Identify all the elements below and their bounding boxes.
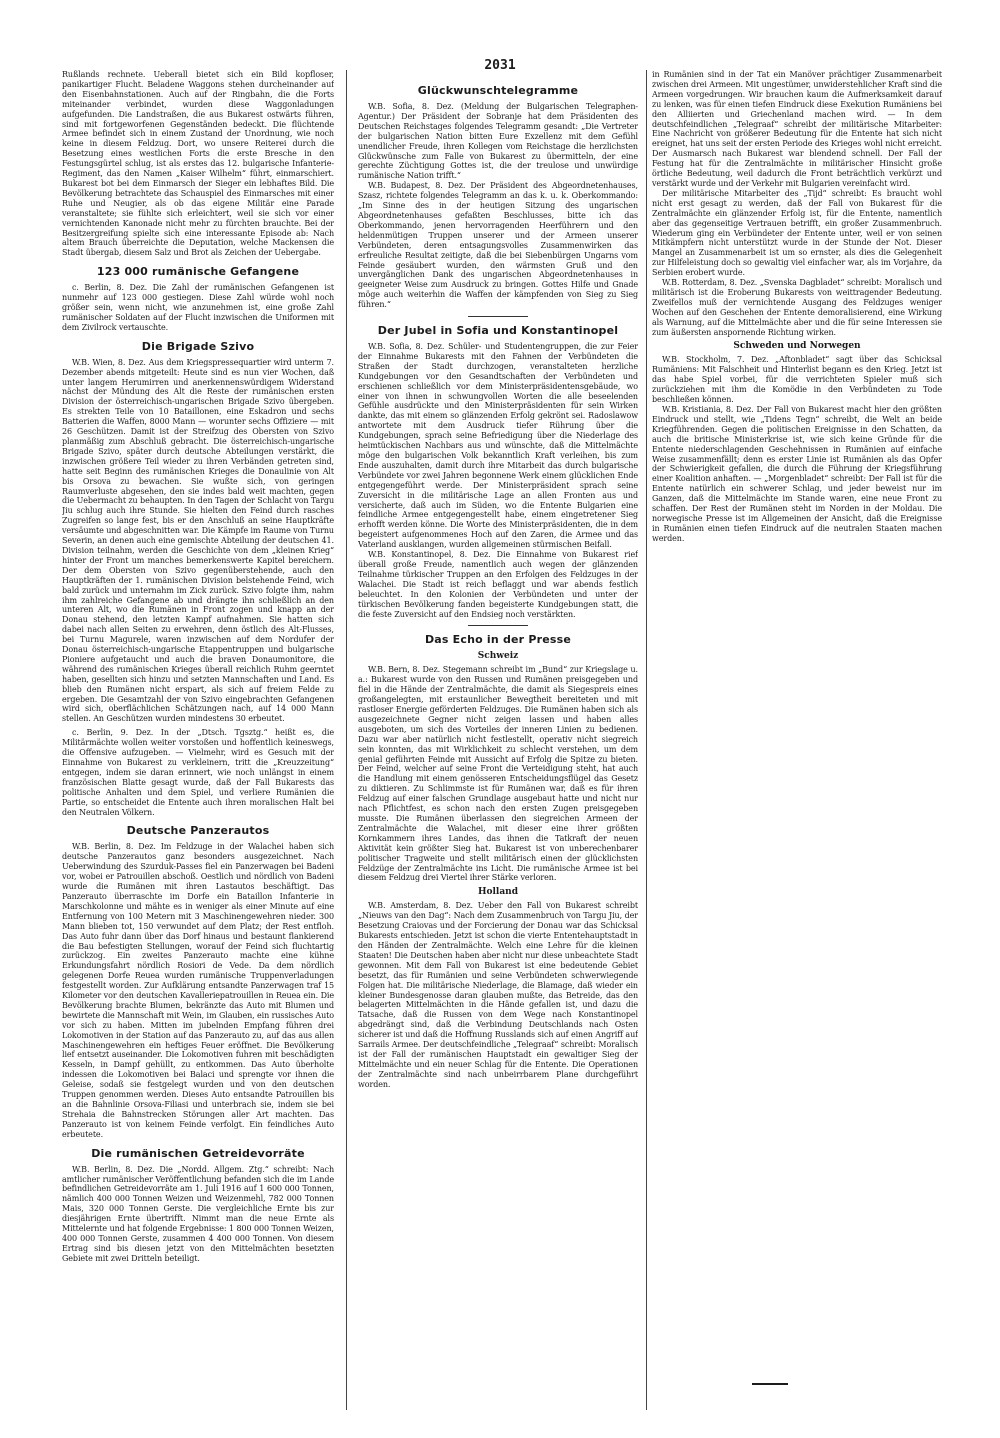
- article-tijd: Der militärische Mitarbeiter des „Tijd“ schreibt: Es braucht wohl nicht erst gesagt zu werden, daß der Fall von Bukarest für die Zentralmächte ein glänzender Erfolg ist, für die Entente, namentlich aber das gegenseitige Vertrauen betrifft, ein großer Zusammenbruch. Wiederum ging ein Verbündeter der Entente unter, weil er von seinen Mitkämpfern nicht unterstützt wurde in der Stunde der Not. Dieser Mangel an Zusammenarbeit ist um so ernster, als dies die Gelegenheit zur Hilfeleistung doch so gewaltig viel einfacher war, als im Vorjahre, da Serbien erobert wurde.: [652, 188, 942, 278]
- subhead-schweden-norwegen: Schweden und Norwegen: [733, 341, 861, 352]
- headline-gefangene: 123 000 rumänische Gefangene: [96, 265, 300, 279]
- column-2: [358, 70, 638, 1430]
- article-kristiania: W.B. Kristiania, 8. Dez. Der Fall von Bukarest macht hier den größten Eindruck und stellt, wie „Tidens Tegn“ schreibt, die Welt an beide Kriegführenden. Gegen die politischen Ereignisse in den Schatten, da auch die britische Ministerkrise ist, wie sich keine Gründe für die Entente niederschlagenden Geschehnissen in Rumänien auf einfache Weise zusammenfällt; denn es erster Linie ist Rumänien als das Opfer der Schwierigkeit gefallen, die durch die Führung der Kriegsführung einer Koalition anhaften. — „Morgenbladet“ schreibt: Der Fall ist für die Entente natürlich ein schwerer Schlag, und jeder beweist nur im Ganzen, daß die Mittelmächte im Stande waren, eine neue Front zu schaffen. Der Rest der Rumänen steht im Norden in der Moldau. Die norwegische Presse ist im Allgemeinen der Ansicht, daß die Ereignisse in Rumänien einen tiefen Eindruck auf die neutralen Staaten machen werden.: [652, 405, 942, 543]
- article-bern: W.B. Bern, 8. Dez. Stegemann schreibt im „Bund“ zur Kriegslage u. a.: Bukarest wurde von den Russen und Rumänen preisgegeben und fiel in die Hände der Zentralmächte, die damit als Siegespreis eines großangelegten, mit erstaunlicher Bewegtheit bereiteten und mit rastloser Energie geförderten Feldzuges. Die Rumänen haben sich als ausgezeichnete Gegner nicht zeigen lassen und haben alles ausgeboten, um sich des Vorteiles der inneren Linien zu bedienen. Dazu war aber natürlich nicht festlestellt, operativ nicht siegreich sein konnten, das mit Wirklichkeit zu schlecht verstehen, um dem genial geführten Feinde mit Aussicht auf Erfolg die Spitze zu bieten. Der Feind, welcher auf seine Front die Verteidigung steht, hat auch die Handlung mit einem genösseren Entscheidungsflügel das Gesetz zu diktieren. Zu Schlimmste ist für Rumänen war, daß es für ihren Feldzug auf einer falschen Grundlage ausgebaut hatte und nicht nur nach Pflichtfest, es schon nach den ersten Zugen preisgegeben musste. Die Rumänen überlassen den siegreichen Armeen der Zentralmächte die Walachei, mit dieser eine ihrer größten Kornkammern ihres Landes, das ihnen die Tatkraft der neuen Aktivität kein größter Sieg hat. Bukarest ist von unberechenbarer politischer Tragweite und stellt militärisch einen der glücklichsten Feldzüge der Zentralmächte ins Licht. Die rumänische Armee ist bei diesem Feldzug drei Viertel ihrer Stärke verloren.: [358, 665, 638, 883]
- headline-szivo: Die Brigade Szivo: [141, 339, 255, 353]
- headline-glueckwunsch: Glückwunschtelegramme: [417, 84, 579, 97]
- column-3: [652, 70, 942, 1410]
- headline-getreide: Die rumänischen Getreidevorräte: [91, 1146, 305, 1160]
- article-sofia-jubel: W.B. Sofia, 8. Dez. Schüler- und Studentengruppen, die zur Feier der Einnahme Bukarests mit den Fahnen der Verbündeten die Straßen der Stadt durchzogen, veranstalteten herzliche Kundgebungen vor den Gesandtschaften der Verbündeten und erschienen schließlich vor dem Ministerpräsidentensgebäude, wo einer von ihnen in schwungvollen Worten die alle beseelenden Gefühle ausdrückte und den Ministerpräsidenten für sein Wirken dankte, das mit einem so glänzenden Erfolg gekrönt sei. Radoslawow antwortete mit dem Ausdruck tiefer Rührung über die Kundgebungen, sprach seine Befriedigung über die Niederlage des heimtückischen Nachbars aus und wünschte, daß die Mittelmächte möge den bulgarischen Volk bekanntlich Kraft verleihen, bis zum Ende auszuhalten, damit durch ihre Mitarbeit das durch bulgarische Verbündete vor zwei Jahren begonnene Werk einem glücklichen Ende entgegengeführt werde. Der Ministerpräsident sprach seine Zuversicht in die militärische Lage an allen Fronten aus und versicherte, daß auch im Süden, wo die Entente Bulgarien eine feindliche Armee entgegengestellt habe, einem eingetretener Sieg erhofft werden könne. Die Worte des Ministerpräsidenten, die in dem begeistert aufgenommenes Hoch auf den Zaren, die Armee und das Vaterland ausklangen, wurden allgemeinen stürmischen Beifall.: [358, 342, 638, 550]
- article-tagesztg: c. Berlin, 9. Dez. In der „Dtsch. Tgsztg.“ heißt es, die Militärmächte wollen weiter vorstoßen und hoffentlich keineswegs, die Offensive aufzugeben. — Vielmehr, wird es Gesuch mit der Einnahme von Bukarest zu verkleinern, tritt die „Kreuzzeitung“ entgegen, indem sie daran erinnert, wie noch unlängst in einem französischen Blatte gesagt wurde, daß der Fall Bukarests das politische Anhalten und dem Spiel, und verliere Rumänien die Partie, so entscheidet die Entente auch ihren moralischen Halt bei den Neutralen Völkern.: [62, 728, 334, 817]
- article-konstantinopel: W.B. Konstantinopel, 8. Dez. Die Einnahme von Bukarest rief überall große Freude, namentlich auch wegen der glänzenden Teilnahme türkischer Truppen an den Erfolgen des Feldzuges in der Walachei. Die Stadt ist reich beflaggt und war abends festlich beleuchtet. In den Kolonien der Verbündeten und unter der türkischen Bevölkerung fanden begeisterte Kundgebungen statt, die die feste Zuversicht auf den Endsieg noch verstärkten.: [358, 550, 638, 619]
- divider: [468, 316, 528, 317]
- subhead-holland: Holland: [477, 887, 518, 898]
- article-gefangene: c. Berlin, 8. Dez. Die Zahl der rumänischen Gefangenen ist nunmehr auf 123 000 gestiegen. Diese Zahl würde wohl noch größer sein, wenn nicht, wie anzunehmen ist, eine große Zahl rumänischer Soldaten auf der Flucht inzwischen die Uniformen mit dem Zivilrock vertauschte.: [62, 283, 334, 332]
- article-rotterdam: W.B. Rotterdam, 8. Dez. „Svenska Dagbladet“ schreibt: Moralisch und militärisch ist die Eroberung Bukarests von weittragender Bedeutung. Zweifellos muß der vernichtende Ausgang des Feldzuges weniger Wochen auf den Geschehen der Entente demoralisierend, eine Wirkung als Warnung, auf die Mittelmächte aber und die für seine Interessen sie zum äußersten anspornende Richtung wirken.: [652, 278, 942, 337]
- article-stockholm: W.B. Stockholm, 7. Dez. „Aftonbladet“ sagt über das Schicksal Rumäniens: Mit Falschheit und Hinterlist begann es den Krieg. Jetzt ist das habe Spiel vorbei, für die verrichteten Spieler muß sich zurückziehen mit ihm die Komödie in den Verbündeten zu Tode beschließen können.: [652, 355, 942, 405]
- headline-jubel: Der Jubel in Sofia und Konstantinopel: [377, 324, 619, 338]
- article-budapest: W.B. Budapest, 8. Dez. Der Präsident des Abgeordnetenhauses, Szasz, richtete folgendes Telegramm an das k. u. k. Oberkommando: „Im Sinne des in der heutigen Sitzung des ungarischen Abgeordnetenhauses gefaßten Beschlusses, bitte ich das Oberkommando, jenen hervorragenden Heerführern und den heldenmütigen Truppen unserer und der Armeen unserer Verbündeten, deren entsagungsvolles Zusammenwirken das erfreuliche Resultat zeitigte, daß die bei Siebenbürgen Ungarns vom Feinde gesäubert wurden, den wärmsten Gruß und den unvergänglichen Dank des ungarischen Abgeordnetenhauses in geeigneter Weise zum Ausdruck zu bringen. Gottes Hilfe und Gnade möge auch weiterhin die Waffen der kämpfenden von Sieg zu Sieg führen.“: [358, 181, 638, 310]
- article-continuation: in Rumänien sind in der Tat ein Manöver prächtiger Zusammenarbeit zwischen drei Armeen. Mit ungestümer, unwiderstehlicher Kraft sind die Armeen vorgedrungen. Wir brauchen kaum die Aufmerksamkeit darauf zu lenken, was für einen tiefen Eindruck diese Exekution Rumäniens bei den Alliierten und Griechenland machen wird. — In dem deutschfeindlichen „Telegraaf“ schreibt der militärische Mitarbeiter: Eine Nachricht von größerer Bedeutung für die Entente hat sich nicht ereignet, hat uns seit der ersten Periode des Krieges wohl nicht erreicht. Der Ausmarsch nach Bukarest war blendend schnell. Der Fall der Festung hat für die Zentralmächte in militärischer Hinsicht große örtliche Bedeutung, weil dadurch die Front beträchtlich verkürzt und verstärkt wurde und der Verkehr mit Bulgarien vereinfacht wird.: [652, 70, 942, 188]
- column-rule: [646, 70, 647, 1410]
- article-panzerautos: W.B. Berlin, 8. Dez. Im Feldzuge in der Walachei haben sich deutsche Panzerautos ganz besonders ausgezeichnet. Nach Ueberwindung des Szurduk-Passes fiel ein Panzerwagen bei Badeni vor, wobei er Patrouillen abschoß. Oestlich und nördlich von Badeni wurde die Rumänen mit ihren Lastautos beschäftigt. Das Panzerauto überraschte im Dorfe ein Bataillon Infanterie in Marschkolonne und mähte es in weniger als einer Minute auf eine Entfernung von 100 Metern mit 3 Maschinengewehren nieder. 300 Mann blieben tot, 150 verwundet auf dem Platz; der Rest entfloh. Das Auto fuhr dann über das Dorf hinaus und bestaunt flankierend die Bau befestigten Stellungen, worauf der Feind sich fluchtartig zurückzog. Ein zweites Panzerauto machte eine kühne Erkundungsfahrt nördlich Rosiori de Vede. Da dem nördlich gelegenen Dorfe Reuea wurden rumänische Truppenverladungen festgestellt worden. Zur Aufklärung entsandte Panzerwagen traf 15 Kilometer vor den deutschen Kavalleriepatrouillen in Reuea ein. Die Bevölkerung brachte Blumen, bekränzte das Auto mit Blumen und bewirtete die Mannschaft mit Wein, im Glauben, ein russisches Auto vor sich zu haben. Mitten im jubelnden Empfang führen drei Lokomotiven in der Station auf das Panzerauto zu, auf das aus allen Maschinengewehren ein heftiges Feuer eröffnet. Die Bevölkerung lief entsetzt auseinander. Die Lokomotiven fuhren mit beschädigten Kesseln, in Dampf gehüllt, zu entkommen. Das Auto überholte indessen die Lokomotiven bei Balaci und sprengte vor ihnen die Geleise, sodaß sie festgelegt wurden und von den deutschen Truppen genommen werden. Dieses Auto entsandte Patrouillen bis an die Bahnlinie Orsova-Filiasi und unterbrach sie, indem sie bei Strehaia die Bahnstrecken Störungen aller Art machten. Das Panzerauto ist von keinem Feinde verfolgt. Ein feindliches Auto erbeutete.: [62, 842, 334, 1139]
- headline-panzerautos: Deutsche Panzerautos: [126, 824, 270, 838]
- article-sofia-telegram: W.B. Sofia, 8. Dez. (Meldung der Bulgarischen Telegraphen-Agentur.) Der Präsident der Sobranje hat dem Präsidenten des Deutschen Reichstages folgendes Telegramm gesandt: „Die Vertreter der bulgarischen Nation bitten Eure Exzellenz mit dem Gefühl unendlicher Freude, ihren Kollegen vom Reichstage die herzlichsten Glückwünsche zum Falle von Bukarest zu übermitteln, der eine gerechte Züchtigung Gottes ist, die der treulose und unwürdige rumänische Nation trifft.“: [358, 102, 638, 181]
- article-continuation: Rußlands rechnete. Ueberall bietet sich ein Bild kopfloser, panikartiger Flucht. Beladene Waggons stehen durcheinander auf den Eisenbahnstationen. Auch auf der Ringbahn, die die Forts miteinander verbindet, wurden diese Waggonladungen aufgefunden. Die Landstraßen, die aus Bukarest ostwärts führen, sind mit fortgeworfenen Gegenständen bedeckt. Die flüchtende Armee befindet sich in einem Zustand der Unordnung, wie noch keine in diesem Feldzug. Dort, wo unsere Reiterei durch die Besetzung eines westlichen Forts die erste Bresche in den Festungsgürtel schlug, ist als erstes das 12. bulgarische Infanterie-Regiment, das den Namen „Kaiser Wilhelm“ führt, einmarschiert. Bukarest bot bei dem Einmarsch der Sieger ein lebhaftes Bild. Die Bevölkerung betrachtete das Schauspiel des Einmarsches mit einer Ruhe und Neugier, als ob das eigene Militär eine Parade veranstaltete; sie fühlte sich erleichtert, weil sie sich vor einer vernichtenden Kanonade nicht mehr zu fürchten brauchte. Bei der Besitzergreifung spielte sich eine interessante Episode ab: Nach altem Brauch überreichte die Deputation, welche Mackensen die Stadt übergab, diesem Salz und Brot als Zeichen der Uebergabe.: [62, 70, 334, 258]
- headline-echo: Das Echo in der Presse: [424, 633, 572, 647]
- end-rule: [752, 1383, 788, 1385]
- column-rule: [346, 70, 347, 1410]
- article-amsterdam: W.B. Amsterdam, 8. Dez. Ueber den Fall von Bukarest schreibt „Nieuws van den Dag“: Nach dem Zusammenbruch von Targu Jiu, der Besetzung Craiovas und der Forcierung der Donau war das Schicksal Bukarests entschieden. Jetzt ist schon die vierte Ententehauptstadt in den Händen der Zentralmächte. Welch eine Lehre für die kleinen Staaten! Die Deutschen haben aber nicht nur diese unbeachtete Stadt gewonnen. Mit dem Fall von Bukarest ist eine bedeutende Gebiet besetzt, das für Rumänien und seine Verbündeten schwerwiegende Folgen hat. Die militärische Niederlage, die Blamage, daß wieder ein kleiner Bundesgenosse daran glauben mußte, das Betreide, das den belagerten Mittelmächten in die Hände gefallen ist, und dazu die Tatsache, daß die Russen von dem Wege nach Konstantinopel abgedrängt sind, daß die Verbindung Deutschlands nach Osten sicherer ist und daß die Hoffnung Russlands sich auf einen Angriff auf Sarrails Armee. Der deutschfeindliche „Telegraaf“ schreibt: Moralisch ist der Fall der rumänischen Hauptstadt ein gewaltiger Sieg der Mittelmächte und ein neuer Schlag für die Entente. Die Operationen der Zentralmächte sind nach unbeirrbarem Plane durchgeführt worden.: [358, 901, 638, 1089]
- article-szivo: W.B. Wien, 8. Dez. Aus dem Kriegspressequartier wird unterm 7. Dezember abends mitgeteilt: Heute sind es nun vier Wochen, daß unter langem Herumirren und anerkennenswürdigem Widerstand nächst der Mündung des Alt die Reste der rumänischen ersten Division der österreichisch-ungarischen Brigade Szivo übergeben. Es strekten Teile von 10 Bataillonen, eine Eskadron und sechs Batterien die Waffen, 8000 Mann — worunter sechs Offiziere — mit 26 Geschützen. Damit ist der Streifzug des Obersten von Szivo planmäßig zum Abschluß gebracht. Die österreichisch-ungarische Brigade Szivo, später durch deutsche Abteilungen verstärkt, die inzwischen größere Teil wieder zu ihren Verbänden getreten sind, hatte seit Beginn des rumänischen Krieges die Donaulinie von Alt bis Orsova zu bewachen. Sie wußte sich, von geringen Raumverluste abgesehen, den sie indes bald weit machten, gegen die Uebermacht zu behaupten. In den Tagen der Schlacht von Targu Jiu schlug auch ihre Stunde. Sie hielten den Feind durch rasches Zugreifen so lange fest, bis er den Anschluß an seine Hauptkräfte versäumte und abgeschnitten war. Die Kämpfe im Raume von Turnu Severin, an denen auch eine gemischte Abteilung der deutschen 41. Division teilnahm, werden die Geschichte von dem „kleinen Krieg“ hinter der Front um manches bemerkenswerte Kapitel bereichern. Der dem Obersten von Szivo gegenüberstehende, auch den Hauptkräften der 1. rumänischen Division belstehende Feind, wich bald zurück und unternahm im Zick zurück. Szivo folgte ihm, nahm ihm zahlreiche Gefangene ab und drängte ihn schließlich an den unteren Alt, wo die Rumänen in Front zogen und knapp an der Donau stehend, den letzten Kampf aufnahmen. Sie hatten sich dabei nach allen Seiten zu erwehren, denn östlich des Alt-Flusses, bei Turnu Magurele, waren inzwischen auf dem Nordufer der Donau österreichisch-ungarische Etappentruppen und bulgarische Pioniere aufgetaucht und auch die braven Donaumonitore, die während des rumänischen Krieges überall reichlich Ruhm geerntet haben, gesellten sich hinzu und setzten Mannschaften und Land. Es blieb den Rumänen nicht erspart, als sich auf freiem Felde zu ergeben. Die Gesamtzahl der von Szivo eingebrachten Gefangenen wird sich, oberflächlichen Schätzungen nach, auf 14 000 Mann stellen. An Geschützen wurden mindestens 30 erbeutet.: [62, 357, 334, 724]
- divider: [468, 625, 528, 626]
- article-getreide: W.B. Berlin, 8. Dez. Die „Nordd. Allgem. Ztg.“ schreibt: Nach amtlicher rumänischer Veröffentlichung befanden sich die im Lande befindlichen Getreidevorräte am 1. Juli 1916 auf 1 600 000 Tonnen, nämlich 400 000 Tonnen Weizen und Weizenmehl, 782 000 Tonnen Mais, 320 000 Tonnen Gerste. Die vergleichliche Ernte bis zur diesjährigen Ernte übertrifft. Nimmt man die neue Ernte als Mittelernte und hat folgende Ergebnisse: 1 800 000 Tonnen Weizen, 400 000 Tonnen Gerste, zusammen 4 400 000 Tonnen. Von diesem Ertrag sind bis diesen jetzt von den Mittelmächten besetzten Gebiete mit zwei Dritteln beteiligt.: [62, 1164, 334, 1263]
- column-1: [62, 70, 334, 1430]
- page-number: 2031: [484, 58, 516, 73]
- subhead-schweiz: Schweiz: [477, 651, 519, 662]
